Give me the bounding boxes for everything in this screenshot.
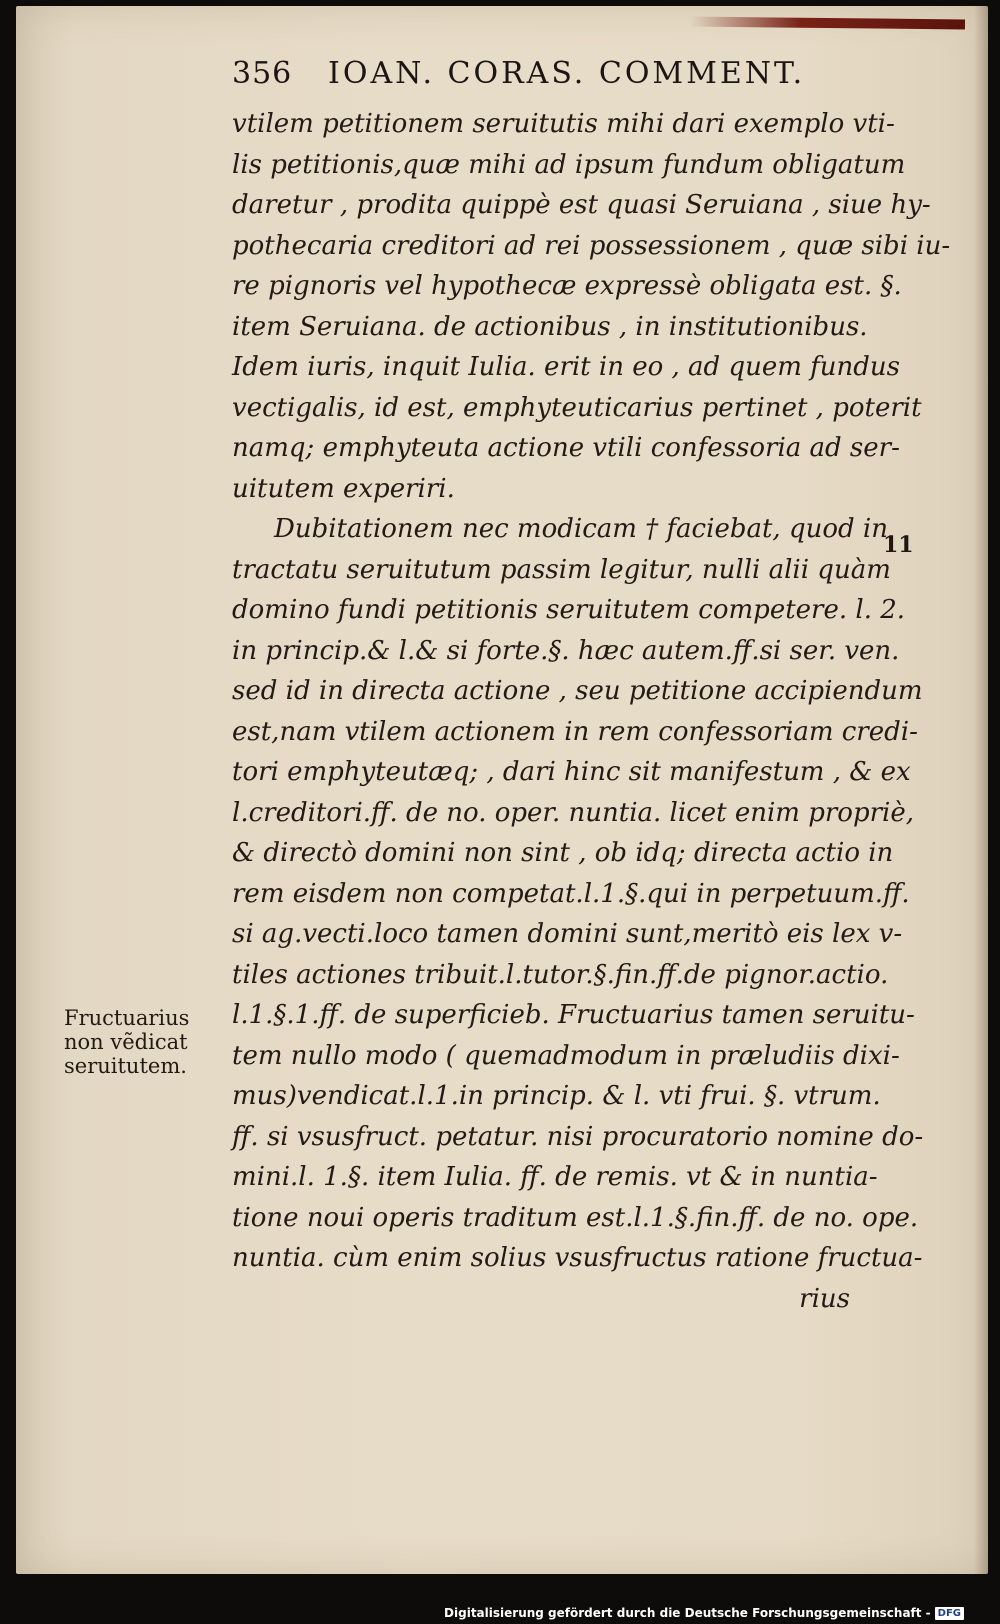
text-line: Idem iuris, inquit Iulia. erit in eo , ad quem fundus: [232, 352, 901, 382]
text-line: tractatu seruitutum passim legitur, nulli alii quàm: [232, 554, 891, 585]
text-line: domino fundi petitionis seruitutem competere. l. 2.: [232, 595, 906, 625]
text-line: daretur , prodita quippè est quasi Seruiana , siue hy-: [232, 190, 931, 220]
dfg-logo-icon: DFG: [935, 1607, 964, 1620]
text-line: ff. si vsusfruct. petatur. nisi procuratorio nomine do-: [232, 1121, 924, 1152]
paragraph-start-line: Dubitationem nec modicam † faciebat, quod in: [274, 514, 888, 544]
text-line: vectigalis, id est, emphyteuticarius pertinet , poterit: [232, 392, 922, 423]
marginal-note: [64, 1006, 189, 1078]
page-edge-shadow: [974, 6, 988, 1574]
text-line: tem nullo modo ( quemadmodum in præludiis dixi-: [232, 1040, 900, 1071]
marginal-note-line: Fructuarius: [64, 1006, 190, 1030]
text-line: est,nam vtilem actionem in rem confessoriam credi-: [232, 716, 918, 747]
text-line: re pignoris vel hypothecæ expressè obligata est. §.: [232, 271, 902, 301]
text-line: uitutem experiri.: [232, 473, 455, 504]
text-line: tione noui operis traditum est.l.1.§.fin.ff. de no. ope.: [232, 1202, 919, 1233]
text-line: rem eisdem non competat.l.1.§.qui in perpetuum.ff.: [232, 878, 910, 909]
running-head: IOAN. CORAS. COMMENT.: [328, 56, 806, 91]
margin-paragraph-number: 11: [883, 532, 914, 558]
text-line: mus)vendicat.l.1.in princip. & l. vti frui. §. vtrum.: [232, 1081, 881, 1111]
page-header: [232, 56, 852, 96]
marginal-note-line: non vẽdicat: [64, 1030, 188, 1054]
page-number: 356: [232, 56, 293, 91]
text-line: l.1.§.1.ff. de superficieb. Fructuarius tamen seruitu-: [232, 1000, 915, 1030]
text-line: lis petitionis,quæ mihi ad ipsum fundum obligatum: [232, 149, 906, 180]
text-line: in princip.& l.& si forte.§. hæc autem.ff.si ser. ven.: [232, 635, 900, 666]
text-line: tiles actiones tribuit.l.tutor.§.fin.ff.de pignor.actio.: [232, 959, 889, 990]
catchword: rius: [799, 1283, 850, 1314]
text-line: nuntia. cùm enim solius vsusfructus ratione fructua-: [232, 1243, 923, 1273]
marginal-note-line: seruitutem.: [64, 1054, 187, 1078]
text-line: item Seruiana. de actionibus , in institutionibus.: [232, 311, 868, 342]
text-line: si ag.vecti.loco tamen domini sunt,meritò eis lex v-: [232, 919, 903, 949]
text-line: mini.l. 1.§. item Iulia. ff. de remis. vt & in nuntia-: [232, 1162, 878, 1192]
text-line: l.creditori.ff. de no. oper. nuntia. licet enim propriè,: [232, 797, 914, 828]
credit-text: Digitalisierung gefördert durch die Deutsche Forschungsgemeinschaft -: [444, 1606, 931, 1620]
digitization-credit: [444, 1604, 964, 1622]
text-line: & directò domini non sint , ob idq; directa actio in: [232, 838, 894, 868]
text-line: namq; emphyteuta actione vtili confessoria ad ser-: [232, 433, 900, 463]
text-line: sed id in directa actione , seu petitione accipiendum: [232, 676, 923, 706]
text-line: pothecaria creditori ad rei possessionem , quæ sibi iu-: [232, 230, 951, 261]
text-line: tori emphyteutæq; , dari hinc sit manifestum , & ex: [232, 757, 911, 787]
text-line: vtilem petitionem seruitutis mihi dari exemplo vti-: [232, 109, 895, 139]
main-text-block: [232, 104, 951, 1319]
